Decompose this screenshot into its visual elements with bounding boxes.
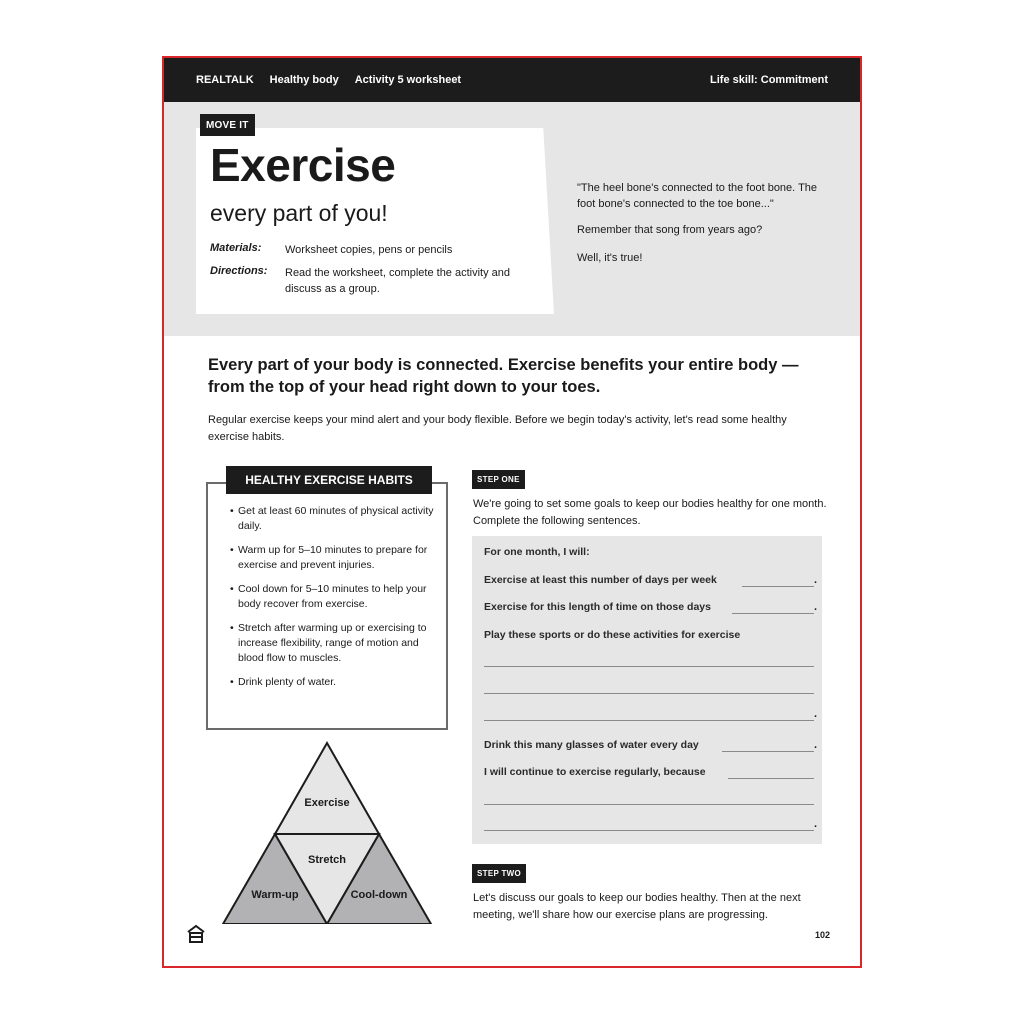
period-mark: . [814, 574, 818, 586]
header-bar [164, 58, 860, 102]
pyramid-label-cooldown: Cool-down [350, 889, 408, 901]
pyramid-label-stretch: Stretch [308, 854, 346, 866]
move-it-tag: MOVE IT [200, 114, 255, 136]
hero-section [164, 102, 860, 336]
directions-value: Read the worksheet, complete the activity and discuss as a group. [285, 267, 511, 295]
habit-item: • Get at least 60 minutes of physical activity daily. [230, 504, 435, 534]
period-mark: . [814, 739, 818, 751]
quote-true: Well, it's true! [577, 252, 643, 264]
intro-body: Regular exercise keeps your mind alert and your body flexible. Before we begin today's activity, let's read some healthy exercise habits. [208, 414, 787, 443]
habits-list [230, 504, 435, 699]
materials-label: Materials: [210, 242, 262, 254]
step-one-tag: STEP ONE [472, 470, 525, 489]
directions-label: Directions: [210, 265, 268, 277]
header-brand: REALTALK [196, 74, 254, 86]
page-title: Exercise [210, 139, 396, 191]
quote-song: "The heel bone's connected to the foot bone. The foot bone's connected to the toe bone..." [577, 182, 818, 210]
goal-days-field[interactable] [742, 586, 814, 587]
period-mark: . [814, 601, 818, 613]
goals-lead: For one month, I will: [484, 546, 590, 558]
header-section: Healthy body [269, 74, 339, 86]
goal-days-label: Exercise at least this number of days per week [484, 574, 717, 586]
habit-item: • Cool down for 5–10 minutes to help your body recover from exercise. [230, 582, 435, 612]
goal-reason-field-3[interactable] [484, 830, 814, 831]
page-number: 102 [814, 930, 830, 940]
header-life-skill: Life skill: Commitment [710, 74, 828, 86]
house-logo-icon [186, 924, 206, 944]
goal-reason-field-2[interactable] [484, 804, 814, 805]
intro-heading: Every part of your body is connected. Exercise benefits your entire body — from the top of your head right down to your toes. [208, 356, 799, 396]
header-activity: Activity 5 worksheet [354, 74, 462, 86]
habit-item: • Drink plenty of water. [230, 675, 435, 690]
habits-title: HEALTHY EXERCISE HABITS [226, 466, 432, 494]
period-mark: . [814, 818, 818, 830]
goal-duration-field[interactable] [732, 613, 814, 614]
goal-duration-label: Exercise for this length of time on those days [484, 601, 711, 613]
page-subtitle: every part of you! [210, 200, 388, 226]
goals-panel [472, 536, 822, 844]
goal-water-label: Drink this many glasses of water every day [484, 739, 699, 751]
goal-activities-field-2[interactable] [484, 693, 814, 694]
step-two-tag: STEP TWO [472, 864, 526, 883]
period-mark: . [814, 708, 818, 720]
pyramid-top-segment [275, 743, 379, 834]
goal-water-field[interactable] [722, 751, 814, 752]
quote-remember: Remember that song from years ago? [577, 224, 763, 236]
pyramid-label-exercise: Exercise [304, 797, 350, 809]
goal-activities-field-1[interactable] [484, 666, 814, 667]
header-breadcrumb [196, 74, 461, 86]
step-one-text: We're going to set some goals to keep our bodies healthy for one month. Complete the following sentences. [473, 498, 827, 527]
step-two-text: Let's discuss our goals to keep our bodies healthy. Then at the next meeting, we'll share how our exercise plans are progressing. [473, 892, 801, 921]
goal-reason-label: I will continue to exercise regularly, because [484, 766, 706, 778]
habit-item: • Stretch after warming up or exercising to increase flexibility, range of motion and blood flow to muscles. [230, 621, 435, 666]
materials-value: Worksheet copies, pens or pencils [285, 244, 453, 256]
goal-activities-field-3[interactable] [484, 720, 814, 721]
goal-reason-field-1[interactable] [728, 778, 814, 779]
worksheet-page [162, 56, 862, 968]
pyramid-label-warmup: Warm-up [251, 889, 299, 901]
exercise-pyramid [222, 738, 432, 924]
goal-activities-label: Play these sports or do these activities for exercise [484, 629, 741, 641]
habit-item: • Warm up for 5–10 minutes to prepare for exercise and prevent injuries. [230, 543, 435, 573]
